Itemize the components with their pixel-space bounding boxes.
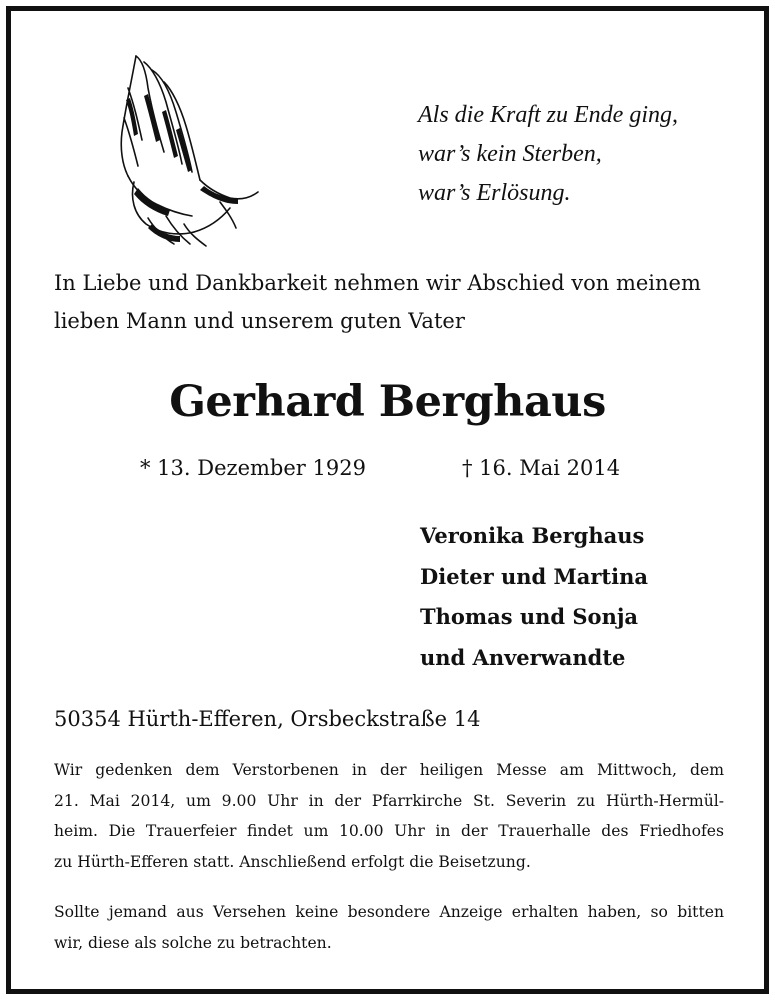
intro-line: lieben Mann und unserem guten Vater [54, 309, 465, 333]
closing-notice-line: Sollte jemand aus Versehen keine besondere Anzeige erhalten haben, so bitten [54, 903, 724, 921]
service-notice-line: Wir gedenken dem Verstorbenen in der heiligen Messe am Mittwoch, dem [54, 761, 724, 779]
service-notice-line: zu Hürth-Efferen statt. Anschließend erfolgt die Beisetzung. [54, 852, 531, 871]
poem [418, 96, 738, 213]
intro-line: In Liebe und Dankbarkeit nehmen wir Abschied von meinem [54, 271, 701, 295]
birth-date: * 13. Dezember 1929 [140, 456, 366, 480]
service-notice-line: heim. Die Trauerfeier findet um 10.00 Uhr in der Trauerhalle des Friedhofes [54, 822, 724, 840]
mourner-name: Thomas und Sonja [420, 604, 639, 629]
poem-line: Als die Kraft zu Ende ging, [418, 102, 678, 128]
deceased-name: Gerhard Berghaus [169, 377, 606, 427]
closing-notice-line: wir, diese als solche zu betrachten. [54, 933, 332, 952]
poem-line: war’s kein Sterben, [418, 141, 602, 167]
mourner-name: und Anverwandte [420, 644, 626, 670]
poem-line: war’s Erlösung. [418, 180, 571, 206]
mourner-name: Veronika Berghaus [420, 523, 645, 548]
closing-notice [54, 897, 724, 958]
intro-text [54, 264, 734, 340]
address: 50354 Hürth-Efferen, Orsbeckstraße 14 [54, 707, 481, 731]
service-notice-line: 21. Mai 2014, um 9.00 Uhr in der Pfarrkirche St. Severin zu Hürth-Hermül- [54, 791, 724, 810]
mourner-name: Dieter und Martina [420, 563, 648, 589]
praying-hands-icon [108, 48, 264, 248]
mourners-list [420, 516, 648, 678]
death-date: † 16. Mai 2014 [462, 456, 621, 480]
service-notice [54, 755, 724, 877]
